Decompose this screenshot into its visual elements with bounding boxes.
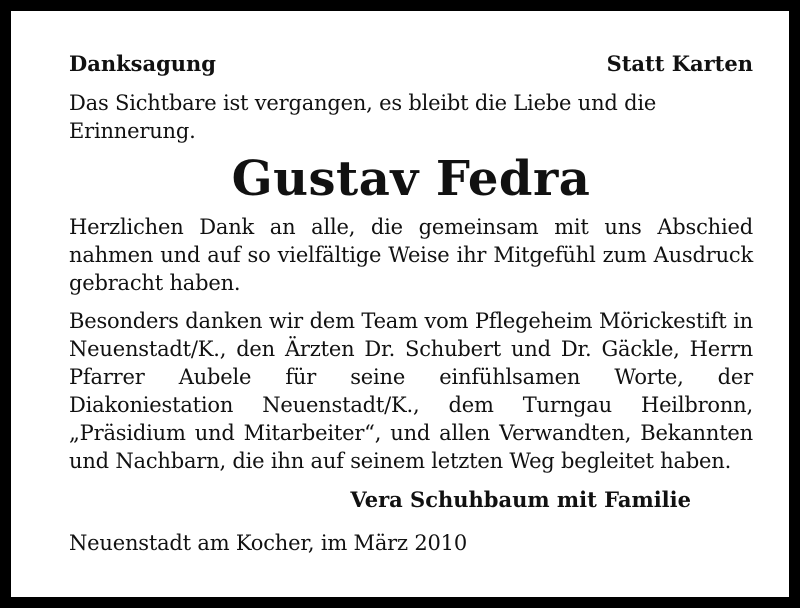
notice-header [69,49,753,79]
place-date: Neuenstadt am Kocher, im März 2010 [69,531,467,555]
signature: Vera Schuhbaum mit Familie [350,487,691,512]
heading-left: Danksagung [69,51,216,76]
thanks-paragraph-1: Herzlichen Dank an alle, die gemeinsam mit uns Abschied nahmen und auf so vielfältige Weise ihr Mitgefühl zum Ausdruck gebracht haben. [69,215,753,295]
deceased-name: Gustav Fedra [231,151,591,207]
thanks-paragraph-2: Besonders danken wir dem Team vom Pflegeheim Mörickestift in Neuenstadt/K., den Ärzten Dr. Schubert und Dr. Gäckle, Herrn Pfarrer Aubele für seine einfühlsamen Worte, der Diakoniestation Neuenstadt/K., dem Turngau Heilbronn, „Präsidium und Mitarbeiter“, und allen Verwandten, Bekannten und Nachbarn, die ihn auf seinem letzten Weg begleitet haben. [69,309,753,473]
notice-content [69,49,753,557]
motto-text: Das Sichtbare ist vergangen, es bleibt die Liebe und die Erinnerung. [69,91,657,143]
heading-right: Statt Karten [606,51,753,76]
